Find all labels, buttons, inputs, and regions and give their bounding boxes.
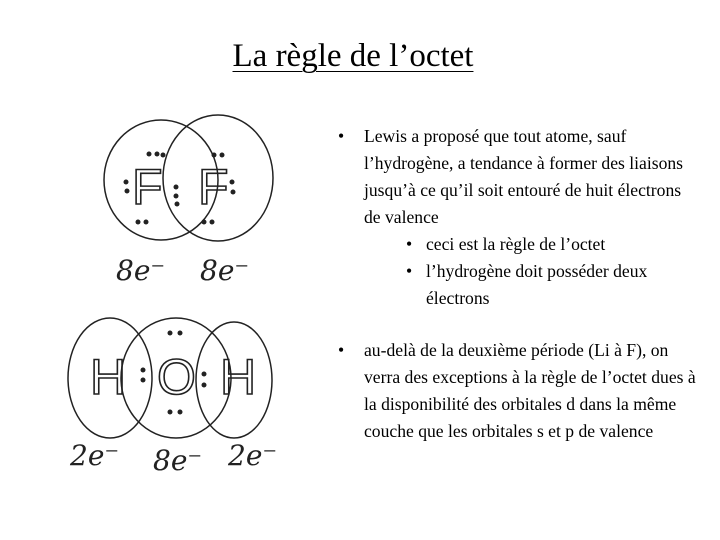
h-left-atom: H <box>90 349 127 405</box>
o-atom: O <box>157 349 196 405</box>
o-electron-count: 8e⁻ <box>153 444 203 477</box>
bullet-item-exceptions <box>338 337 698 445</box>
f-right-electron-count: 8e⁻ <box>200 254 250 287</box>
f-left-atom: F <box>132 159 163 215</box>
subbullet-item-hydrogen <box>406 258 698 312</box>
f-right-atom: F <box>198 159 229 215</box>
subbullet-text: ceci est la règle de l’octet <box>426 234 606 254</box>
h2o-lewis-diagram <box>68 318 277 477</box>
h-right-atom: H <box>220 349 257 405</box>
bullet-marker: • <box>338 126 345 146</box>
subbullet-item-octet-rule <box>406 231 698 258</box>
f-left-electron-count: 8e⁻ <box>116 254 166 287</box>
bullet-text: Lewis a proposé que tout atome, sauf l’hydrogène, a tendance à former des liaisons jusqu’à ce qu’il soit entouré de huit électrons de valence <box>364 126 684 227</box>
f2-lewis-diagram <box>104 115 273 287</box>
bullet-item-lewis <box>338 123 698 231</box>
bullet-text: au-delà de la deuxième période (Li à F), on verra des exceptions à la règle de l’octet dues à la disponibilité des orbitales d dans la même couche que les orbitales s et p de valence <box>364 340 696 441</box>
subbullet-marker: • <box>406 234 413 254</box>
subbullet-text: l’hydrogène doit posséder deux électrons <box>426 261 648 308</box>
bullet-list <box>338 123 698 445</box>
bullet-marker: • <box>338 340 345 360</box>
h-right-electron-count: 2e⁻ <box>228 439 278 472</box>
slide-title: La règle de l’octet <box>232 38 474 74</box>
h-left-electron-count: 2e⁻ <box>70 439 120 472</box>
subbullet-marker: • <box>406 261 413 281</box>
